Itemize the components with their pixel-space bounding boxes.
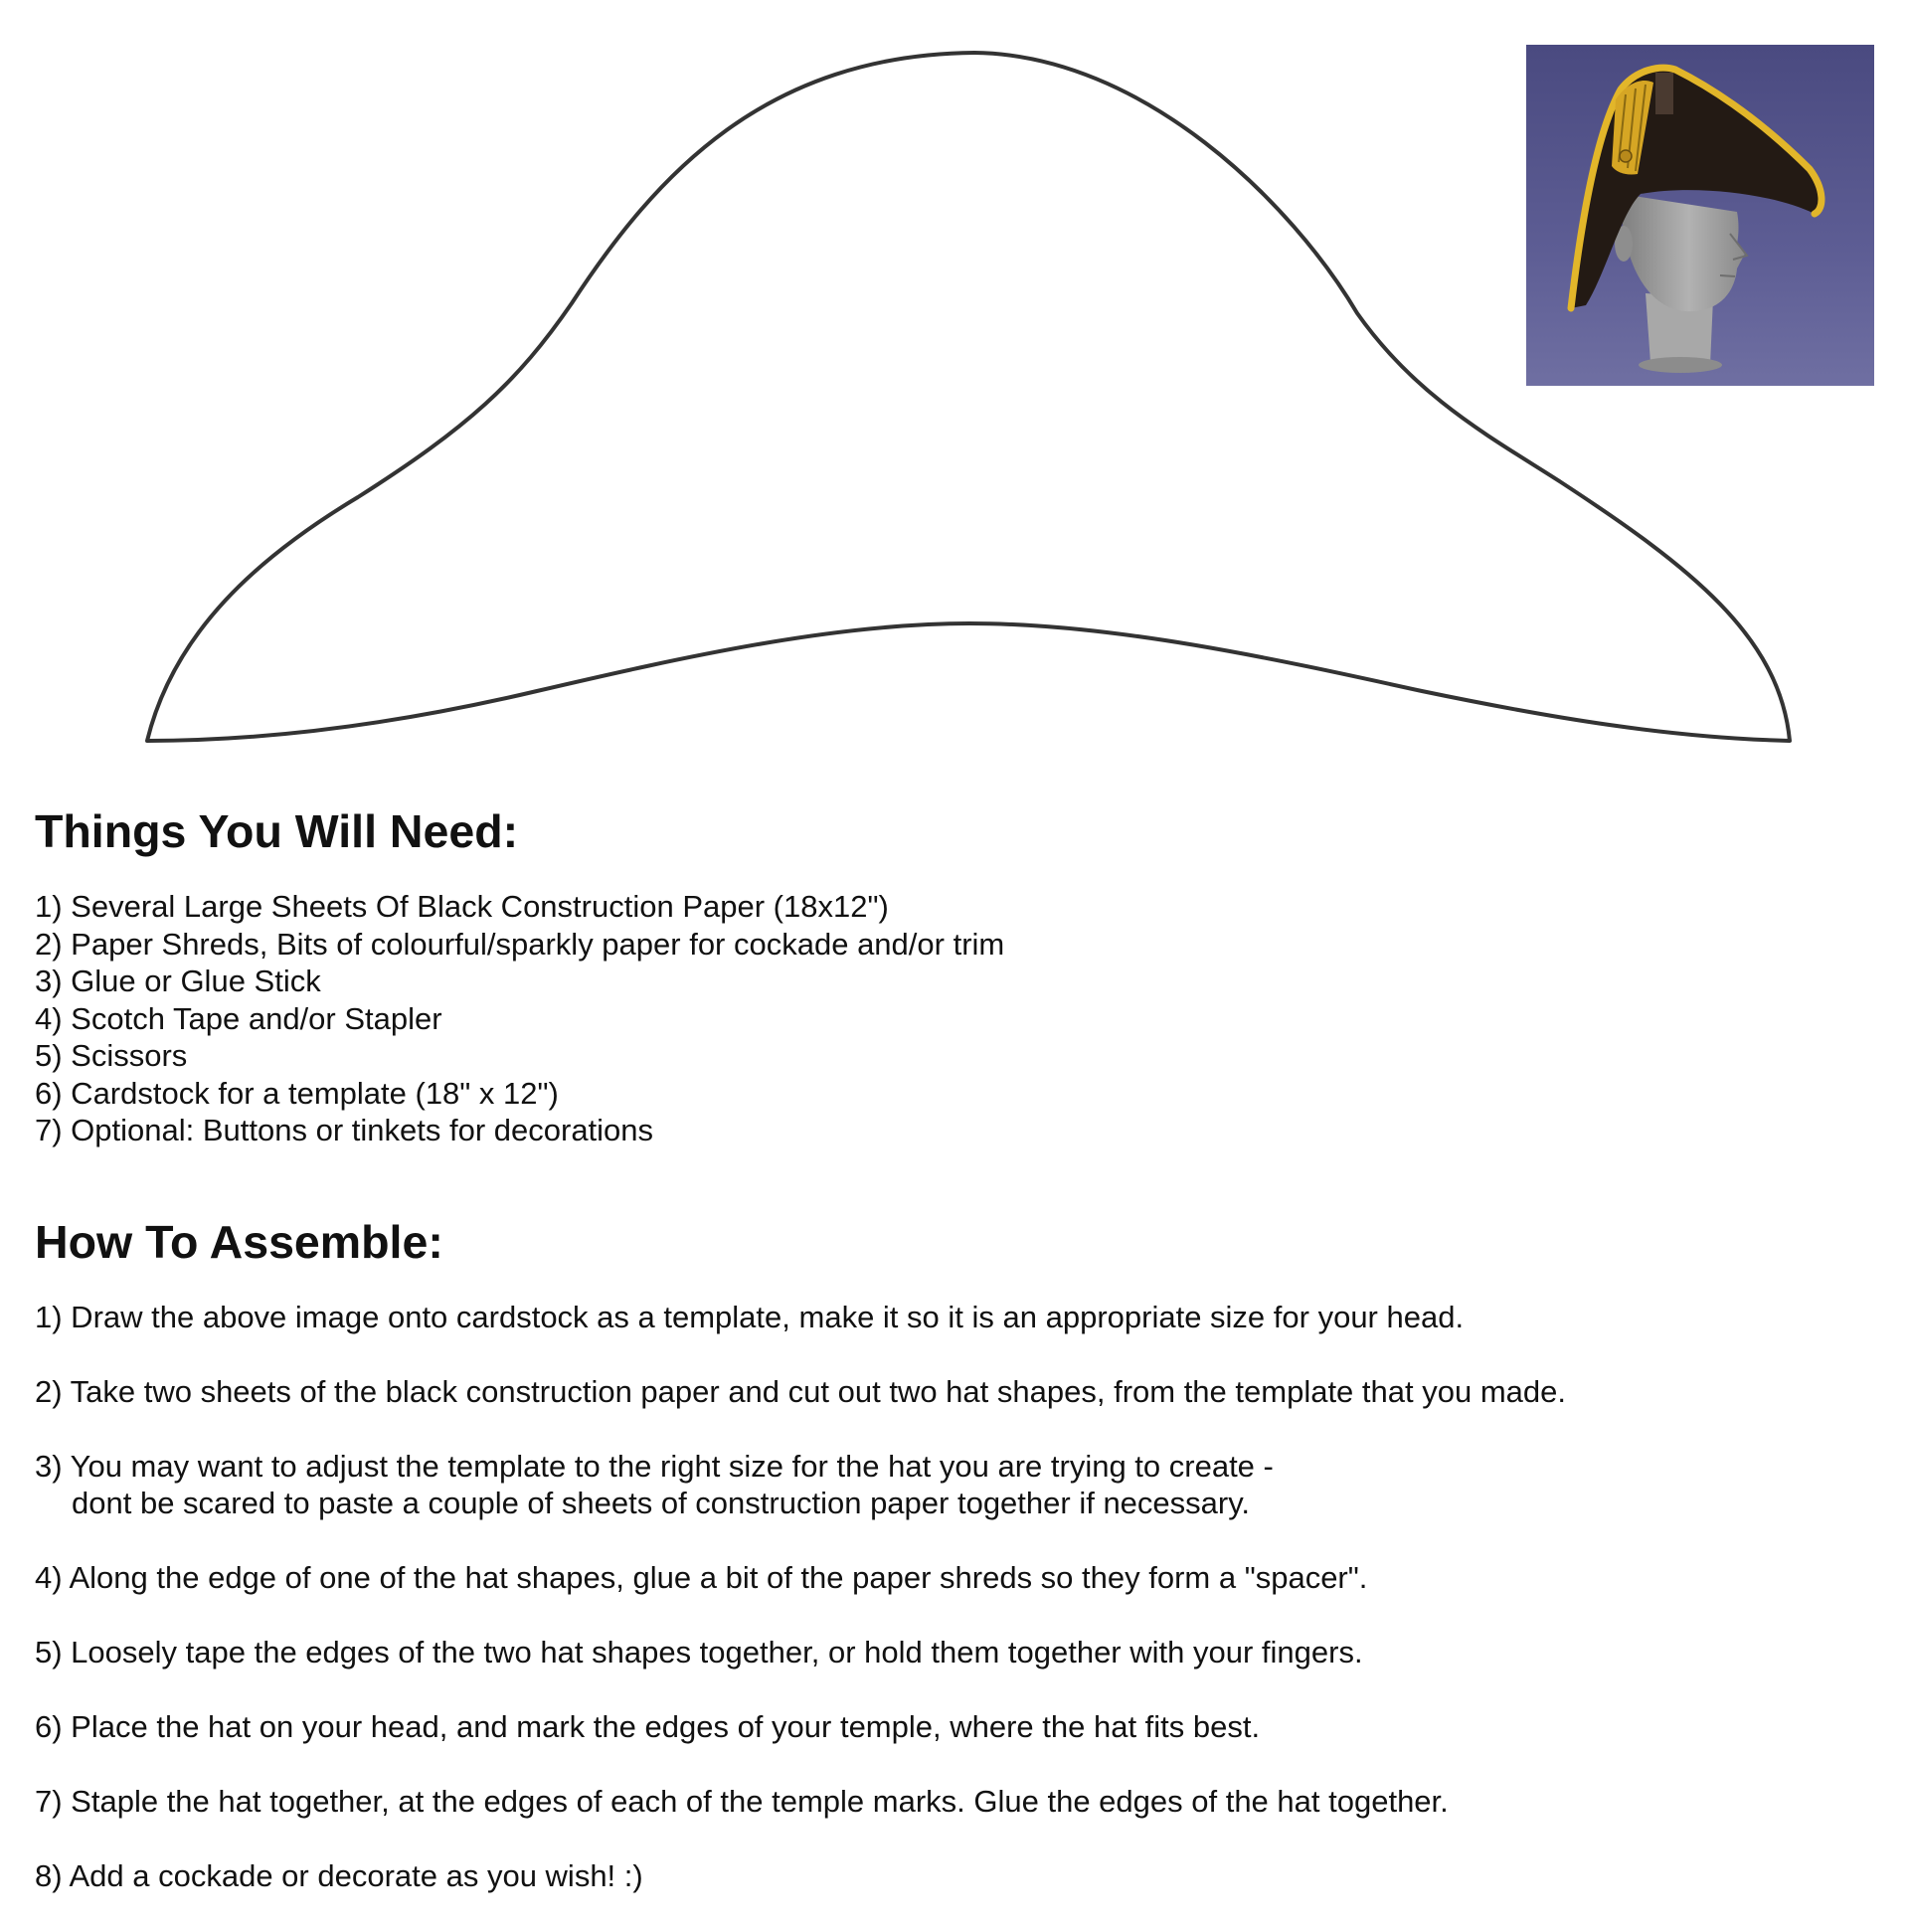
assemble-step: [35, 1559, 1864, 1597]
needs-item: 1) Several Large Sheets Of Black Construction Paper (18x12"): [35, 889, 889, 924]
needs-item: 6) Cardstock for a template (18" x 12"): [35, 1075, 559, 1111]
assemble-step: [35, 1448, 1864, 1522]
instructions: [35, 805, 1864, 1932]
assemble-steps: [35, 1299, 1864, 1895]
step-text: 4) Along the edge of one of the hat shapes, glue a bit of the paper shreds so they form a "spacer".: [35, 1560, 1368, 1595]
assemble-heading: How To Assemble:: [35, 1215, 443, 1268]
assemble-step: [35, 1857, 1864, 1895]
assemble-step: [35, 1783, 1864, 1821]
mannequin-mouth: [1720, 275, 1735, 276]
step-text-continued: dont be scared to paste a couple of sheets of construction paper together if necessary.: [72, 1486, 1251, 1520]
hat-button: [1620, 150, 1632, 162]
needs-item: 7) Optional: Buttons or tinkets for decorations: [35, 1113, 654, 1147]
needs-heading: Things You Will Need:: [35, 805, 519, 857]
needs-item: 5) Scissors: [35, 1038, 188, 1073]
step-text: 5) Loosely tape the edges of the two hat shapes together, or hold them together with your fingers.: [35, 1635, 1363, 1669]
needs-list: [35, 888, 1864, 1149]
step-text: 6) Place the hat on your head, and mark the edges of your temple, where the hat fits best.: [35, 1709, 1261, 1744]
step-text: 2) Take two sheets of the black construction paper and cut out two hat shapes, from the template that you made.: [35, 1373, 1566, 1409]
assemble-step: [35, 1708, 1864, 1746]
assemble-step: [35, 1299, 1864, 1336]
assemble-step: [35, 1373, 1864, 1411]
needs-item: 2) Paper Shreds, Bits of colourful/sparkly paper for cockade and/or trim: [35, 926, 1005, 962]
assemble-step: [35, 1634, 1864, 1671]
step-text: 1) Draw the above image onto cardstock as a template, make it so it is an appropriate size for your head.: [35, 1299, 1465, 1334]
step-text: 8) Add a cockade or decorate as you wish! :): [35, 1858, 643, 1893]
step-text: 7) Staple the hat together, at the edges of each of the temple marks. Glue the edges of the hat together.: [35, 1784, 1449, 1819]
hat-strap: [1655, 73, 1673, 114]
mannequin-base: [1639, 357, 1722, 373]
bicorne-hat-on-mannequin-photo: [1526, 45, 1874, 386]
needs-item: 3) Glue or Glue Stick: [35, 964, 321, 998]
step-text: 3) You may want to adjust the template to the right size for the hat you are trying to create -: [35, 1448, 1274, 1484]
needs-item: 4) Scotch Tape and/or Stapler: [35, 1000, 442, 1036]
